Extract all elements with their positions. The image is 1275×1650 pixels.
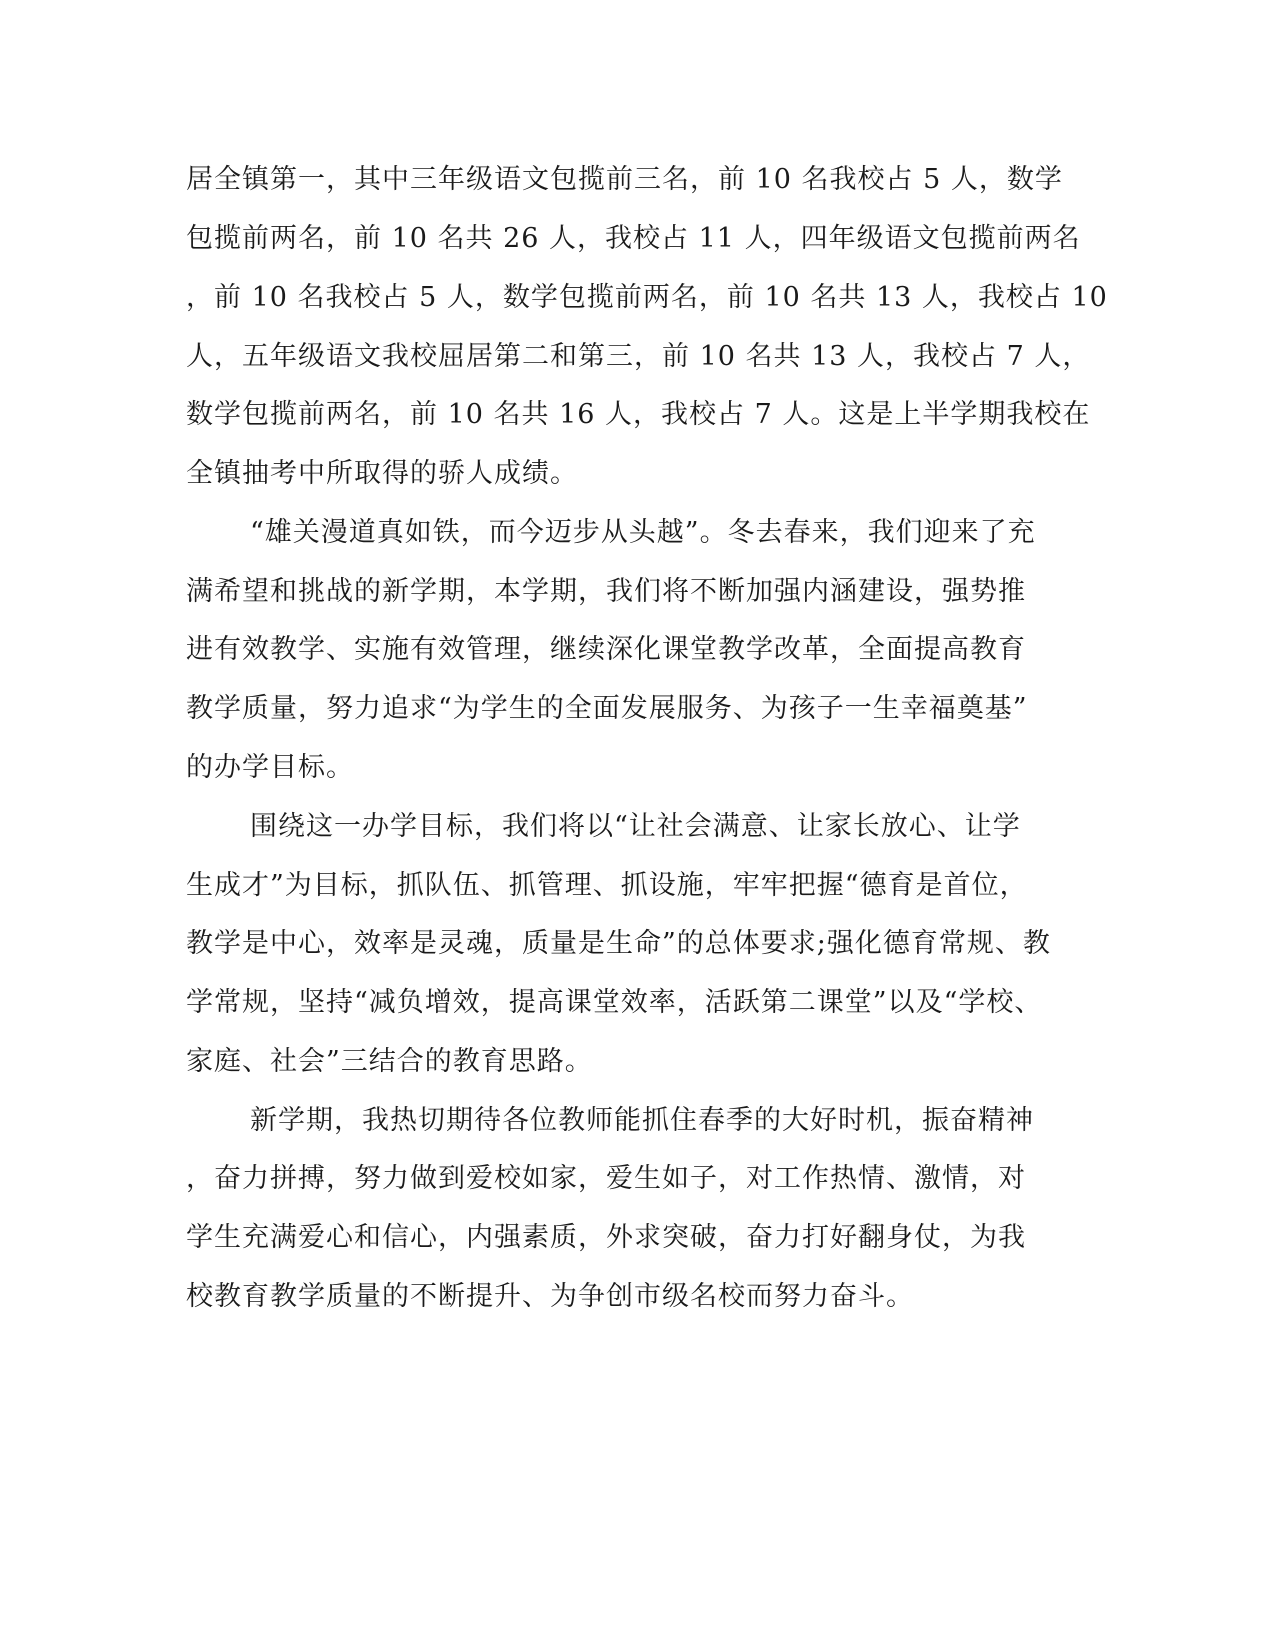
text-line: 人，五年级语文我校屈居第二和第三，前 10 名共 13 人，我校占 7 人， [186,341,1091,372]
text-line: 教学是中心，效率是灵魂，质量是生命”的总体要求;强化德育常规、教 [186,928,1051,959]
paragraph-first-line: 围绕这一办学目标，我们将以“让社会满意、让家长放心、让学 [250,811,1021,842]
text-line: 学常规，坚持“减负增效，提高课堂效率，活跃第二课堂”以及“学校、 [186,987,1043,1018]
text-line: 全镇抽考中所取得的骄人成绩。 [186,458,578,489]
text-line: 居全镇第一，其中三年级语文包揽前三名，前 10 名我校占 5 人，数学 [186,164,1063,195]
text-line: 满希望和挑战的新学期，本学期，我们将不断加强内涵建设，强势推 [186,576,1026,607]
text-line: 教学质量，努力追求“为学生的全面发展服务、为孩子一生幸福奠基” [186,693,1028,724]
text-line: 生成才”为目标，抓队伍、抓管理、抓设施，牢牢把握“德育是首位， [186,870,1028,901]
text-line: 包揽前两名，前 10 名共 26 人，我校占 11 人，四年级语文包揽前两名 [186,223,1081,254]
text-line: 家庭、社会”三结合的教育思路。 [186,1046,593,1077]
paragraph-first-line: “雄关漫道真如铁，而今迈步从头越”。冬去春来，我们迎来了充 [250,517,1036,548]
paragraph-first-line: 新学期，我热切期待各位教师能抓住春季的大好时机，振奋精神 [250,1105,1034,1136]
text-line: ，前 10 名我校占 5 人，数学包揽前两名，前 10 名共 13 人，我校占 10 [186,282,1108,313]
text-line: 数学包揽前两名，前 10 名共 16 人，我校占 7 人。这是上半学期我校在 [186,399,1091,430]
text-line: 的办学目标。 [186,752,354,783]
text-line: ，奋力拼搏，努力做到爱校如家，爱生如子，对工作热情、激情，对 [186,1163,1026,1194]
text-line: 进有效教学、实施有效管理，继续深化课堂教学改革，全面提高教育 [186,634,1026,665]
text-line: 学生充满爱心和信心，内强素质，外求突破，奋力打好翻身仗，为我 [186,1222,1026,1253]
text-line: 校教育教学质量的不断提升、为争创市级名校而努力奋斗。 [186,1281,914,1312]
